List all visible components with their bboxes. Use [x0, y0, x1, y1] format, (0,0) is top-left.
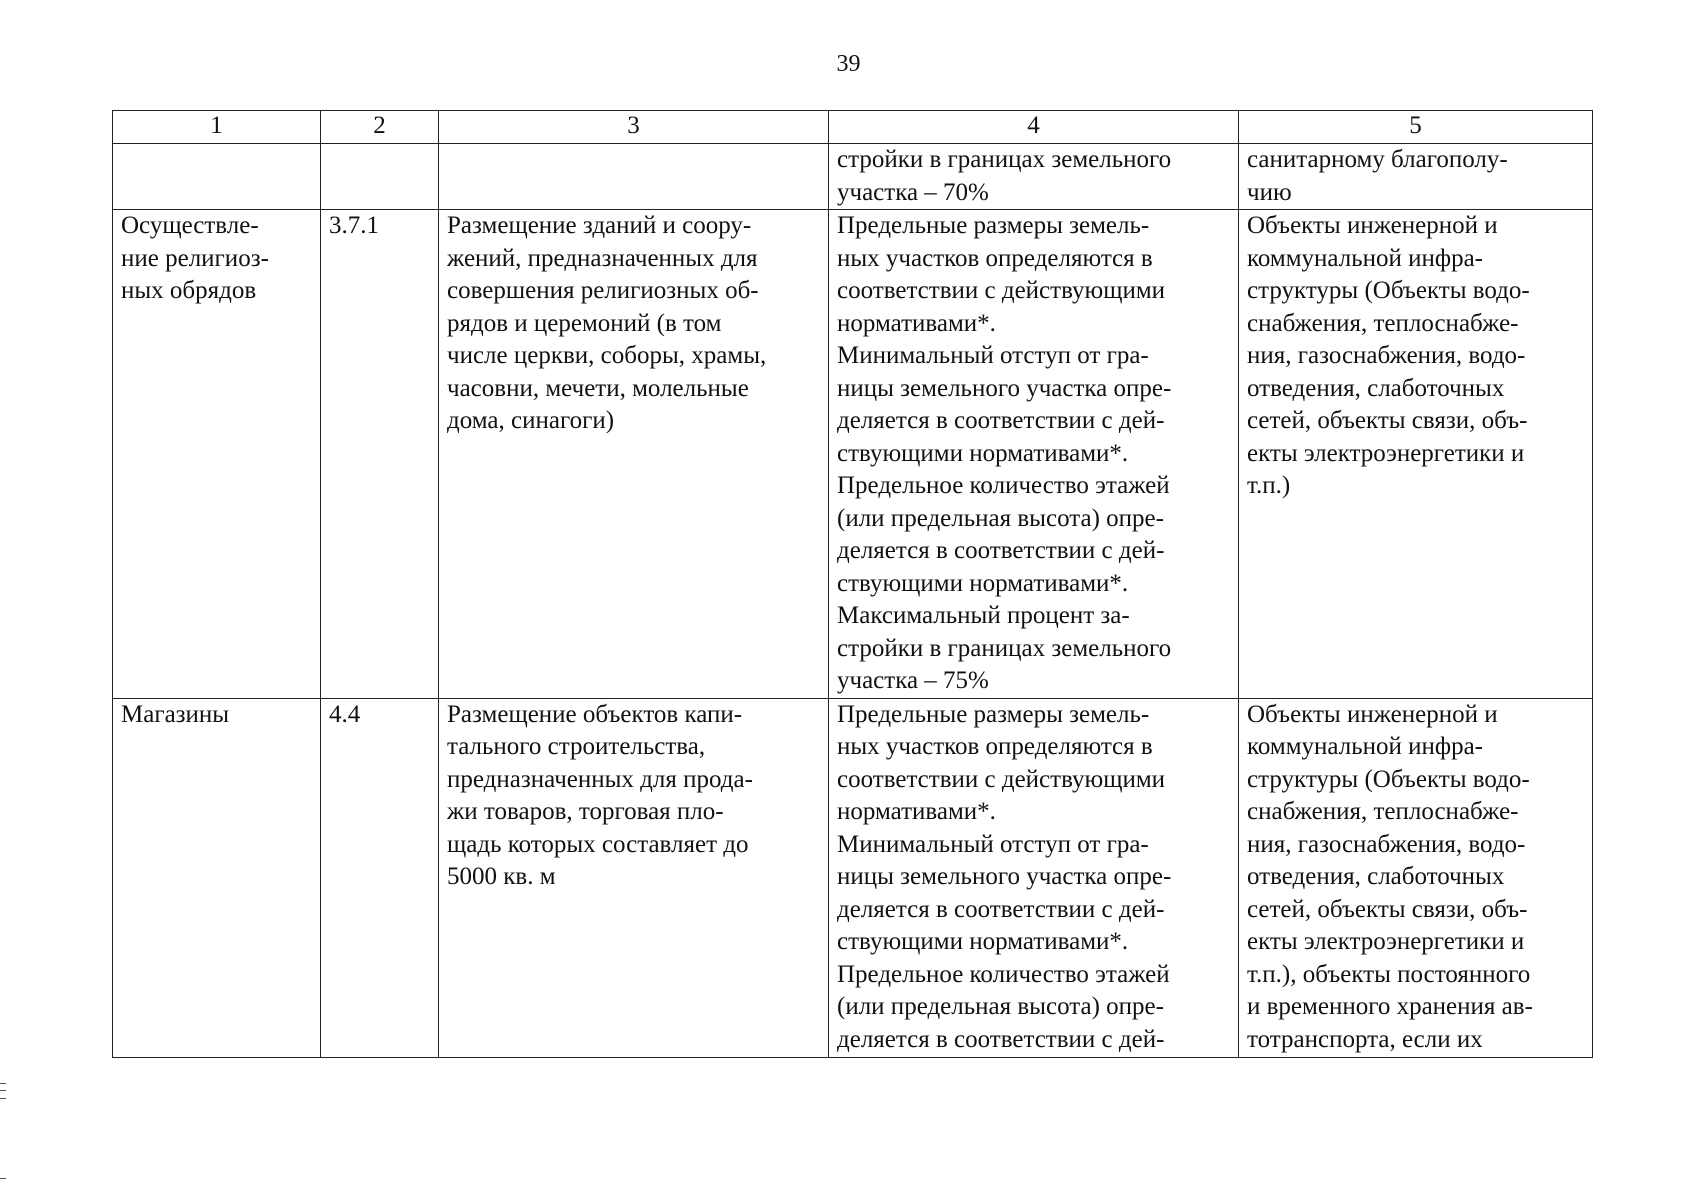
margin-scan-mark: [0, 1083, 6, 1099]
cell-description: Размещение зданий и соору- жений, предназначенных для совершения религиозных об- рядов и церемоний (в том числе церкви, соборы, храмы, часовни, мечети, молельные дома, синагоги): [439, 210, 829, 699]
cell-use-name: Осуществле- ние религиоз- ных обрядов: [113, 210, 321, 699]
table-row-continuation: [113, 144, 1593, 210]
header-col-2: 2: [321, 111, 439, 144]
cell-auxiliary-uses: Объекты инженерной и коммунальной инфра- структуры (Объекты водо- снабжения, теплоснабже- ния, газоснабжения, водо- отведения, слаботочных сетей, объекты связи, объ- екты электроэнергетики и т.п.): [1239, 210, 1593, 699]
zoning-table: [112, 110, 1593, 1058]
cell-use-name: [113, 144, 321, 210]
cell-use-name: Магазины: [113, 698, 321, 1057]
cell-auxiliary-uses: санитарному благополу- чию: [1239, 144, 1593, 210]
cell-code: [321, 144, 439, 210]
cell-code: 3.7.1: [321, 210, 439, 699]
table-header-row: [113, 111, 1593, 144]
header-col-1: 1: [113, 111, 321, 144]
table-row-religious: [113, 210, 1593, 699]
page-number: 39: [836, 51, 861, 77]
cell-parameters: Предельные размеры земель- ных участков определяются в соответствии с действующими нормативами*. Минимальный отступ от гра- ницы земельного участка опре- деляется в соответствии с дей- ствующими нормативами*. Предельное количество этажей (или предельная высота) опре- деляется в соответствии с дей-: [829, 698, 1239, 1057]
cell-parameters: Предельные размеры земель- ных участков определяются в соответствии с действующими нормативами*. Минимальный отступ от гра- ницы земельного участка опре- деляется в соответствии с дей- ствующими нормативами*. Предельное количество этажей (или предельная высота) опре- деляется в соответствии с дей- ствующими нормативами*. Максимальный процент за- стройки в границах земельного участка – 75%: [829, 210, 1239, 699]
cell-parameters: стройки в границах земельного участка – 70%: [829, 144, 1239, 210]
header-col-4: 4: [829, 111, 1239, 144]
table-row-shops: [113, 698, 1593, 1057]
cell-description: Размещение объектов капи- тального строительства, предназначенных для прода- жи товаров, торговая пло- щадь которых составляет до 5000 кв. м: [439, 698, 829, 1057]
header-col-3: 3: [439, 111, 829, 144]
cell-description: [439, 144, 829, 210]
cell-auxiliary-uses: Объекты инженерной и коммунальной инфра- структуры (Объекты водо- снабжения, теплоснабже- ния, газоснабжения, водо- отведения, слаботочных сетей, объекты связи, объ- екты электроэнергетики и т.п.), объекты постоянного и временного хранения ав- тотранспорта, если их: [1239, 698, 1593, 1057]
header-col-5: 5: [1239, 111, 1593, 144]
cell-code: 4.4: [321, 698, 439, 1057]
margin-scan-mark: [0, 1178, 6, 1179]
